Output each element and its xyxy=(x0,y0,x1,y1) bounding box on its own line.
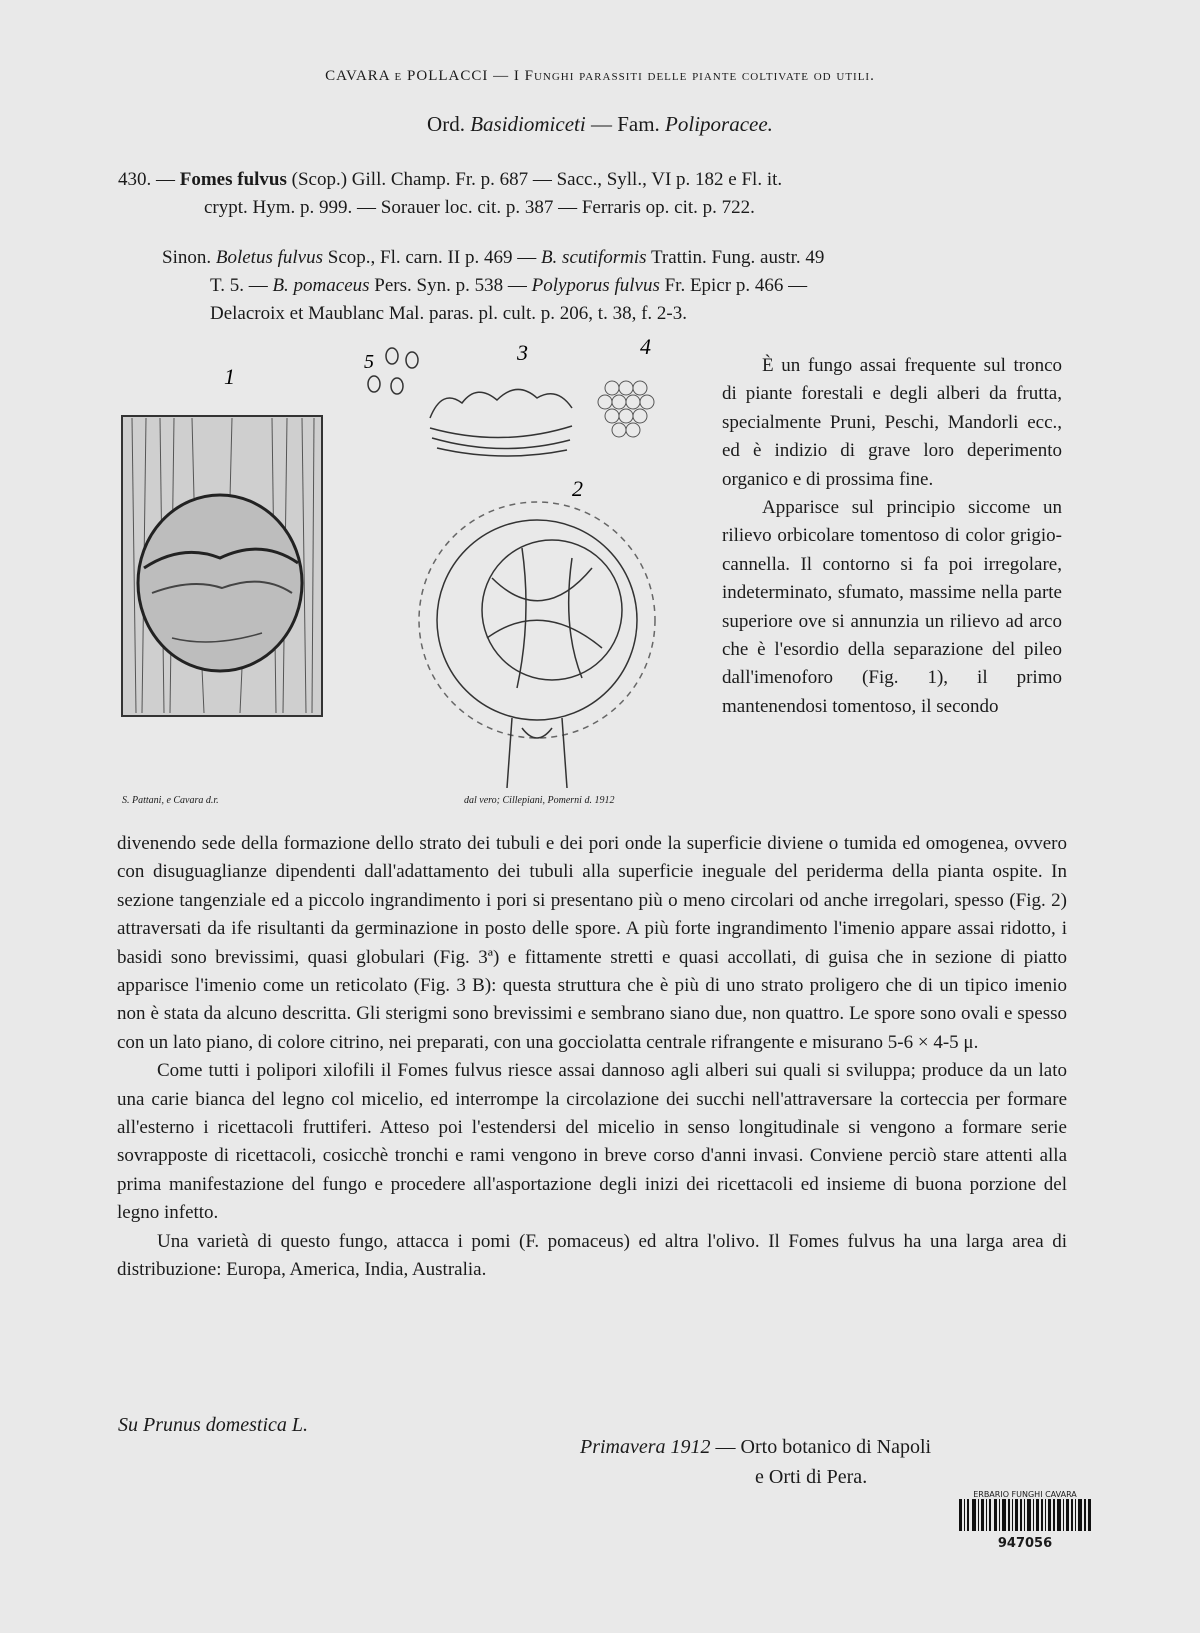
fig5-spores-drawing xyxy=(368,348,418,394)
fig3-hymenium-drawing xyxy=(430,389,572,456)
barcode-top-label: ERBARIO FUNGHI CAVARA xyxy=(973,1490,1077,1499)
synonym-3-ref: Pers. Syn. p. 538 — xyxy=(374,275,527,296)
collection-season: Primavera 1912 xyxy=(580,1436,711,1458)
illustration-plate xyxy=(112,334,752,818)
fig3-number: 3 xyxy=(517,340,528,365)
locality-line2: e Orti di Pera. xyxy=(755,1466,868,1488)
fig2-number: 2 xyxy=(572,476,583,501)
taxonomic-order xyxy=(0,112,1200,137)
species-number: 430. — xyxy=(118,169,175,190)
fig1-bark-drawing xyxy=(122,416,322,716)
order-separator: — xyxy=(590,112,612,136)
main-text xyxy=(117,830,1067,1285)
family-label: Fam. xyxy=(617,112,660,136)
synonym-line2-prefix: T. 5. — xyxy=(210,275,268,296)
main-paragraph-2: Come tutti i polipori xilofili il Fomes fulvus riesce assai dannoso agli alberi sui quali si sviluppa; produce da un lato una carie bianca del legno col micelio, ed interrompe la circolazione dei succhi nell'attraversare la corteccia per formare all'esterno i ricettacoli fruttiferi. Atteso poi l'estendersi del micelio in senso longitudinale si vengono a formare serie sovrapposte di ricettacoli, cosicchè tronchi e rami vengono in breve corso d'anni invasi. Conviene perciò stare attenti alla prima manifestazione del fungo e procedere all'asportazione degli inizi dei ricettacoli ed insieme di buona porzione del legno infetto. xyxy=(117,1060,1067,1224)
family-name: Poliporacee. xyxy=(665,112,773,136)
synonym-line3: Delacroix et Maublanc Mal. paras. pl. cult. p. 206, t. 38, f. 2-3. xyxy=(210,303,687,324)
synonym-1: Boletus fulvus xyxy=(215,247,323,268)
fig2-pore-section-drawing xyxy=(419,502,655,788)
synonym-4: Polyporus fulvus xyxy=(531,275,660,296)
plate-drawing xyxy=(112,334,752,818)
species-ref-line2: crypt. Hym. p. 999. — Sorauer loc. cit. p. 387 — Ferraris op. cit. p. 722. xyxy=(204,197,755,218)
side-paragraph-2: Apparisce sul principio siccome un rilievo orbicolare tomentoso di color grigio-cannella. Il contorno si fa poi irregolare, indeterminato, sfumato, massime nella parte superiore ove si annunzia un rilievo ad arco che è l'esordio della separazione del pileo dall'imenoforo (Fig. 1), il primo mantenendosi tomentoso, il secondo xyxy=(722,497,1062,717)
synonym-1-ref: Scop., Fl. carn. II p. 469 — xyxy=(327,247,537,268)
side-paragraph-1: È un fungo assai frequente sul tronco di piante forestali e degli alberi da frutta, specialmente Pruni, Peschi, Mandorli ecc., ed è indizio di grave loro deperimento organico e di prossima fine. xyxy=(722,355,1062,490)
fig5-number: 5 xyxy=(364,351,374,373)
main-paragraph-1: divenendo sede della formazione dello strato dei tubuli e dei pori onde la superficie diviene o tumida ed omogenea, ovvero con disuguaglianze dipendenti dall'adattamento dei tubuli alla superficie ineguale del periderma della pianta ospite. In sezione tangenziale ed a piccolo ingrandimento i pori si presentano più o meno circolari od anche irregolari, spesso (Fig. 2) attraversati da ife risultanti da germinazione in posto delle spore. A più forte ingrandimento l'imenio appare assai ridotto, i basidi sono brevissimi, quasi globulari (Fig. 3ª) e fittamente stretti e quasi accollati, di guisa che in sezione di piatto apparisce l'imenio come un reticolato (Fig. 3 B): questa struttura che è più di uno strato proligero che di un tipico imenio non è stata da alcuno descritta. Gli sterigmi sono brevissimi e sembrano siano due, non quattro. Le spore sono ovali e spesso con un lato piano, di colore citrino, nei preparati, con una gocciolatta centrale rifrangente e misurano 5-6 × 4-5 μ. xyxy=(117,833,1067,1053)
barcode-number: 947056 xyxy=(997,1536,1053,1551)
locality-line1: — Orto botanico di Napoli xyxy=(715,1436,932,1458)
fig4-number: 4 xyxy=(640,334,651,359)
species-ref-line1: (Scop.) Gill. Champ. Fr. p. 687 — Sacc., Syll., VI p. 182 e Fl. it. xyxy=(291,169,783,190)
side-column-text xyxy=(722,352,1062,721)
barcode-bars xyxy=(955,1499,1095,1531)
barcode-label xyxy=(955,1490,1095,1560)
synonym-2: B. scutiformis xyxy=(540,247,647,268)
collection-locality xyxy=(580,1432,1050,1492)
synonyms-label: Sinon. xyxy=(162,247,212,268)
synonym-2-ref: Trattin. Fung. austr. 49 xyxy=(650,247,825,268)
host-plant: Su Prunus domestica L. xyxy=(118,1414,308,1436)
synonyms xyxy=(162,244,1068,328)
order-name: Basidiomiceti xyxy=(470,112,586,136)
synonym-3: B. pomaceus xyxy=(272,275,370,296)
plate-credit-left: S. Pattani, e Cavara d.r. xyxy=(122,795,219,806)
fig4-reticulum-drawing xyxy=(598,381,654,437)
order-label: Ord. xyxy=(427,112,465,136)
main-paragraph-3: Una varietà di questo fungo, attacca i pomi (F. pomaceus) ed altra l'olivo. Il Fomes fulvus ha una larga area di distribuzione: Europa, America, India, Australia. xyxy=(117,1230,1067,1281)
fig1-number: 1 xyxy=(224,364,235,389)
synonym-4-ref: Fr. Epicr p. 466 — xyxy=(664,275,808,296)
running-title: CAVARA e POLLACCI — I Funghi parassiti delle piante coltivate od utili. xyxy=(325,68,875,84)
species-name: Fomes fulvus xyxy=(179,169,287,190)
species-entry xyxy=(118,166,1068,222)
plate-credit-right: dal vero; Cillepiani, Pomerni d. 1912 xyxy=(464,795,615,806)
